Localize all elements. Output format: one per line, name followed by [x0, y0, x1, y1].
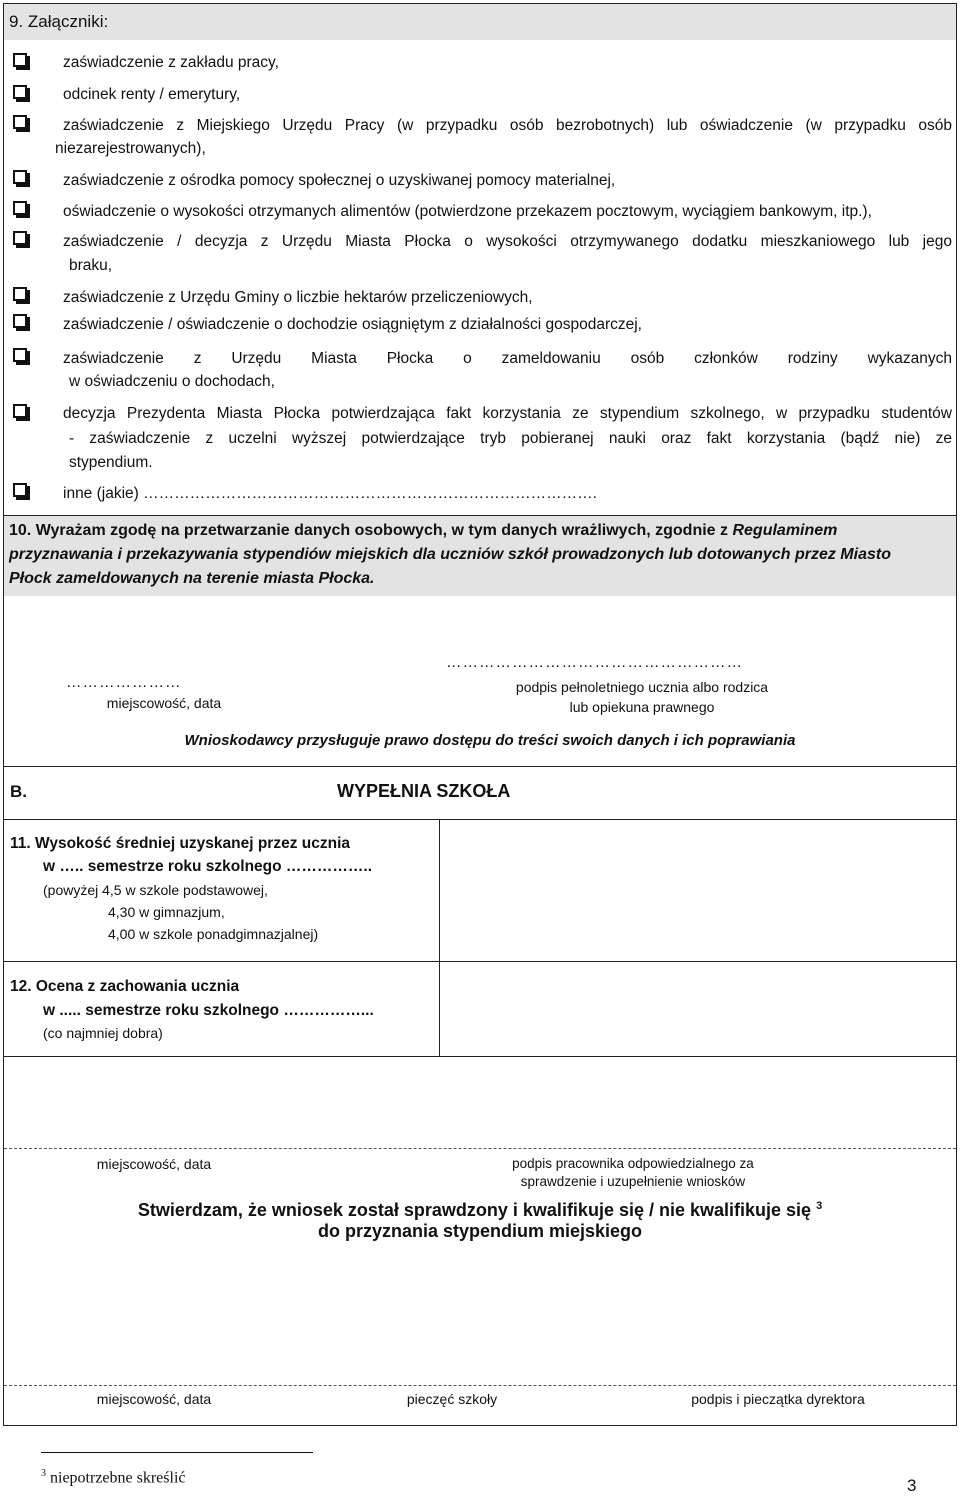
attachment-label-cont: - zaświadczenie z uczelni wyższej potwierdzające tryb pobieranej nauki oraz fakt korzystania (bądź nie) ze [69, 430, 952, 447]
attachment-label: oświadczenie o wysokości otrzymanych alimentów (potwierdzone przekazem pocztowym, wyciągiem bankowym, itp.), [63, 203, 872, 220]
school-section-label: B. [10, 782, 27, 801]
signature-rule [4, 1148, 956, 1149]
average-grade-note2: 4,30 w gimnazjum, [108, 904, 225, 920]
attachment-label: zaświadczenie z ośrodka pomocy społecznej o uzyskiwanej pomocy materialnej, [63, 172, 616, 189]
data-access-rights: Wnioskodawcy przysługuje prawo dostępu do treści swoich danych i ich poprawiania [184, 732, 796, 749]
qualification-statement-line2: do przyznania stypendium miejskiego [317, 1221, 643, 1241]
checkbox-alimony-statement[interactable] [13, 201, 27, 215]
signature-dots[interactable]: ……………………………………………… [446, 654, 743, 671]
consent-lead: Wyrażam zgodę na przetwarzanie danych osobowych, w tym danych wrażliwych, zgodnie z [35, 522, 729, 539]
checkbox-housing-allowance[interactable] [13, 231, 27, 245]
attachment-label: zaświadczenie z Urzędu Miasta Płocka o zameldowaniu osób członków rodziny wykazanych [63, 350, 952, 367]
average-grade-line1: 11. Wysokość średniej uzyskanej przez ucznia [10, 835, 351, 852]
footnote-mark: 3 [41, 1468, 46, 1479]
signature-label-line2: lub opiekuna prawnego [569, 699, 715, 715]
footnote-separator [41, 1452, 313, 1453]
checkbox-pension-stub[interactable] [13, 85, 27, 99]
qualification-statement-text: Stwierdzam, że wniosek został sprawdzony i kwalifikuje się / nie kwalifikuje się [137, 1200, 812, 1220]
place-date-label: miejscowość, data [106, 695, 222, 711]
consent-line-1 [9, 521, 837, 541]
employee-place-date-label: miejscowość, data [96, 1156, 212, 1172]
consent-regulation: Regulaminem [732, 522, 838, 539]
verification-section [3, 1056, 957, 1426]
director-signature-label: podpis i pieczątka dyrektora [691, 1391, 865, 1407]
consent-line-2: przyznawania i przekazywania stypendiów miejskich dla uczniów szkół prowadzonych lub dotowanych przez Miasto [9, 546, 891, 563]
checkbox-residence-registration[interactable] [13, 348, 27, 362]
behaviour-grade-note: (co najmniej dobra) [43, 1025, 163, 1041]
signature-label-line1: podpis pełnoletniego ucznia albo rodzica [515, 679, 769, 695]
attachments-title-bar [4, 4, 956, 40]
attachment-label: zaświadczenie z Miejskiego Urzędu Pracy (w przypadku osób bezrobotnych) lub oświadczenie (w przypadku osób [63, 117, 952, 134]
qualification-statement-line1 [30, 1196, 930, 1220]
attachments-title: 9. Załączniki: [9, 12, 109, 31]
checkbox-labour-office-certificate[interactable] [13, 115, 27, 129]
footnote-text: niepotrzebne skreślić [50, 1469, 186, 1487]
consent-line-3: Płock zameldowanych na terenie miasta Płocka. [9, 570, 375, 587]
school-stamp-label: pieczęć szkoły [406, 1391, 498, 1407]
attachment-label: zaświadczenie z zakładu pracy, [63, 54, 279, 71]
checkbox-other[interactable] [13, 483, 27, 497]
footnote [41, 1464, 186, 1488]
attachment-label: decyzja Prezydenta Miasta Płocka potwierdzająca fakt korzystania ze stypendium szkolnego, w przypadku studentów [63, 405, 952, 422]
director-place-date-label: miejscowość, data [96, 1391, 212, 1407]
checkbox-president-decision[interactable] [13, 404, 27, 418]
attachment-label-cont: braku, [69, 257, 113, 274]
attachment-label-cont: stypendium. [69, 454, 153, 471]
attachment-label: zaświadczenie z Urzędu Gminy o liczbie hektarów przeliczeniowych, [63, 289, 533, 306]
attachment-label: odcinek renty / emerytury, [63, 86, 241, 103]
average-grade-note3: 4,00 w szkole ponadgimnazjalnej) [108, 926, 319, 942]
consent-number: 10. [9, 522, 32, 539]
attachment-label: zaświadczenie / decyzja z Urzędu Miasta Płocka o wysokości otrzymywanego dodatku mieszkaniowego lub jego [63, 233, 952, 250]
checkbox-hectares-certificate[interactable] [13, 287, 27, 301]
checkbox-business-income[interactable] [13, 314, 27, 328]
attachment-other-label: inne (jakie) ……………………………………………………………………………. [63, 485, 597, 502]
place-date-dots[interactable]: ………………… [66, 674, 182, 691]
checkbox-employment-certificate[interactable] [13, 53, 27, 67]
employee-signature-line2: sprawdzenie i uzupełnienie wniosków [520, 1174, 746, 1189]
page-number: 3 [907, 1476, 917, 1495]
attachment-label: zaświadczenie / oświadczenie o dochodzie osiągniętym z działalności gospodarczej, [63, 316, 642, 333]
footnote-ref: 3 [816, 1200, 823, 1212]
behaviour-grade-line2: w ..... semestrze roku szkolnego ……………... [43, 1002, 374, 1019]
average-grade-note1: (powyżej 4,5 w szkole podstawowej, [43, 882, 268, 898]
average-grade-line2: w ….. semestrze roku szkolnego …………….. [43, 858, 373, 875]
checkbox-social-assistance-certificate[interactable] [13, 170, 27, 184]
employee-signature-line1: podpis pracownika odpowiedzialnego za [512, 1156, 754, 1171]
behaviour-grade-entry[interactable] [439, 961, 957, 1057]
attachment-label-cont: niezarejestrowanych), [55, 140, 206, 157]
attachment-label-cont: w oświadczeniu o dochodach, [69, 373, 275, 390]
average-grade-entry[interactable] [439, 819, 957, 962]
behaviour-grade-line1: 12. Ocena z zachowania ucznia [10, 978, 240, 995]
signature-rule [4, 1385, 956, 1386]
school-section-title: WYPEŁNIA SZKOŁA [337, 781, 511, 801]
